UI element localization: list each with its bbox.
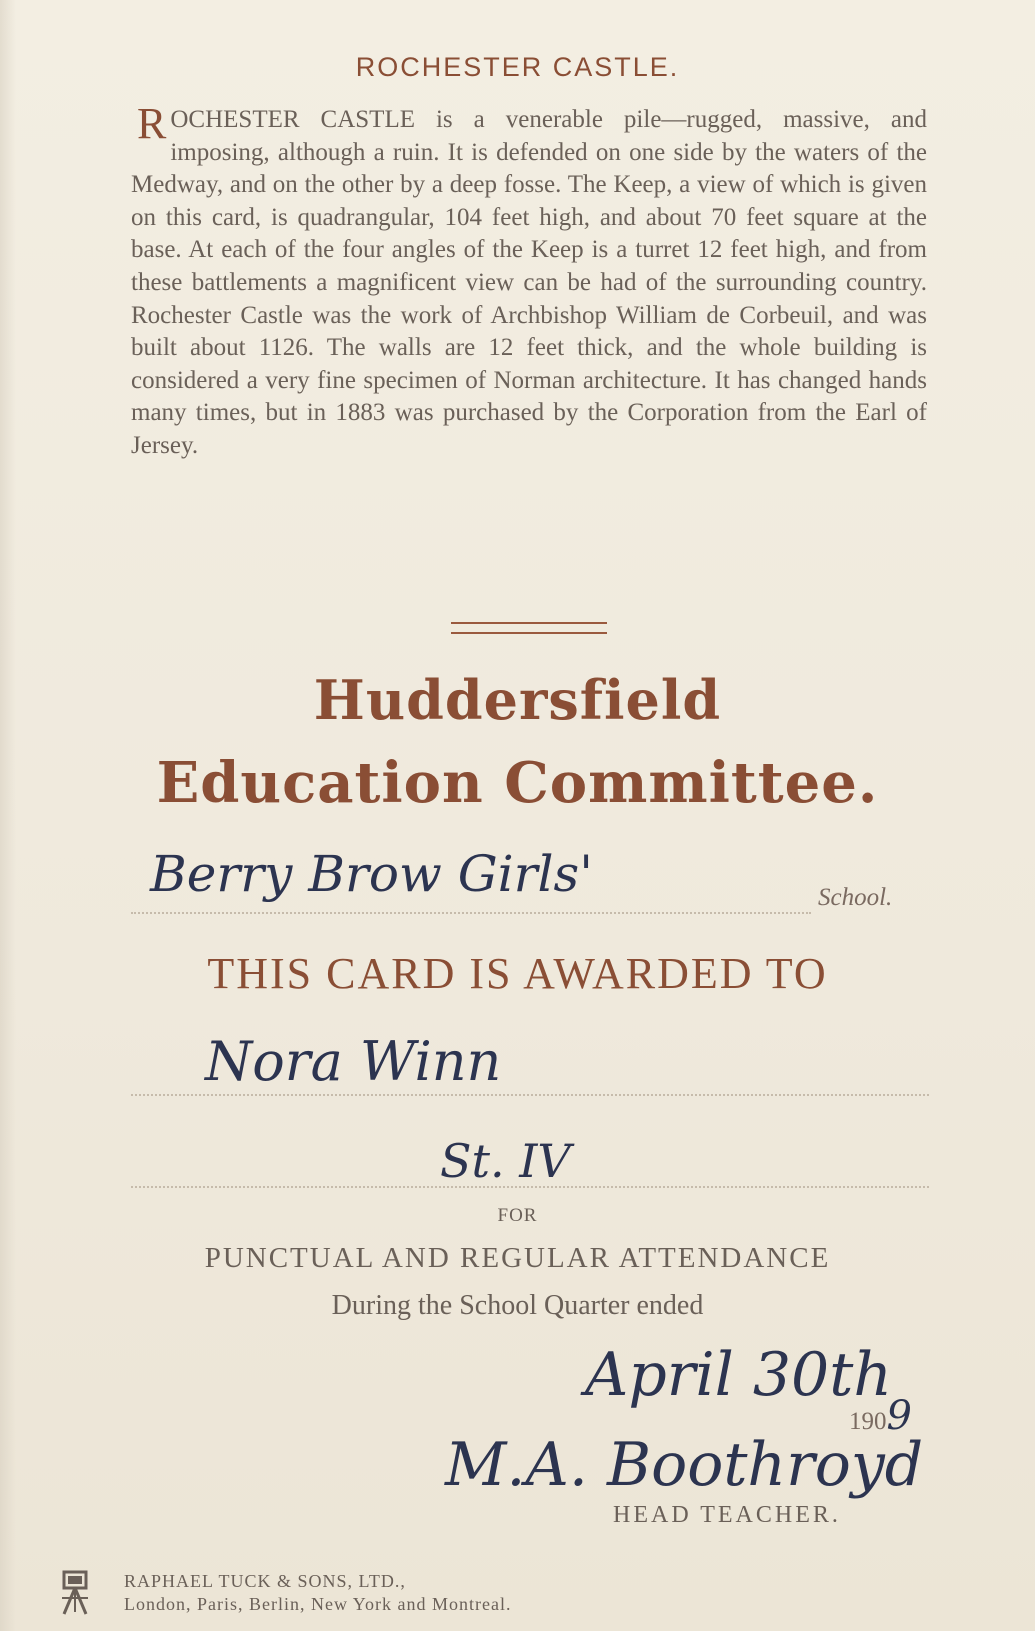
committee-line-1: Huddersfield — [313, 668, 722, 732]
school-dotted-line — [131, 912, 811, 914]
castle-description — [131, 99, 927, 463]
head-teacher-signature: M.A. Boothroyd — [445, 1430, 924, 1500]
card-heading: ROCHESTER CASTLE. — [355, 52, 680, 82]
for-text: FOR — [497, 1205, 538, 1226]
school-name-handwritten: Berry Brow Girls' — [150, 845, 593, 903]
recipient-name-handwritten: Nora Winn — [205, 1030, 502, 1093]
standard-handwritten: St. IV — [440, 1134, 571, 1188]
publisher-name: RAPHAEL TUCK & SONS, LTD., — [124, 1571, 406, 1591]
committee-line-2: Education Committee. — [156, 750, 879, 816]
year-printed-digits: 190 — [849, 1408, 887, 1435]
head-teacher-title: HEAD TEACHER. — [613, 1502, 841, 1528]
publisher-imprint — [124, 1570, 511, 1616]
year-handwritten-digit: 9 — [886, 1393, 912, 1439]
publisher-easel-logo-icon — [56, 1568, 96, 1618]
double-rule-divider — [451, 622, 607, 634]
publisher-cities: London, Paris, Berlin, New York and Montreal. — [124, 1594, 512, 1614]
description-text: OCHESTER CASTLE is a venerable pile—rugged, massive, and imposing, although a ruin. It is defended on one side by the waters of the Medway, and on the other by a deep fosse. The Keep, a view of which is given on this card, is quadrangular, 104 feet high, and about 70 feet square at the base. At each of the four angles of the Keep is a turret 12 feet high, and from these battlements a magnificent view can be had of the surrounding country. Rochester Castle was the work of Archbishop William de Corbeuil, and was built about 1126. The walls are 12 feet thick, and the whole building is considered a very fine specimen of Norman architecture. It has changed hands many times, but in 1883 was purchased by the Corporation from the Earl of Jersey. — [131, 106, 927, 459]
drop-cap: R — [137, 99, 167, 148]
school-label: School. — [818, 884, 893, 911]
quarter-ended-text: During the School Quarter ended — [331, 1290, 704, 1321]
awarded-to-text: THIS CARD IS AWARDED TO — [207, 949, 828, 998]
attendance-reason: PUNCTUAL AND REGULAR ATTENDANCE — [204, 1242, 831, 1274]
name-dotted-line — [131, 1094, 929, 1096]
date-handwritten: April 30th — [585, 1340, 892, 1410]
